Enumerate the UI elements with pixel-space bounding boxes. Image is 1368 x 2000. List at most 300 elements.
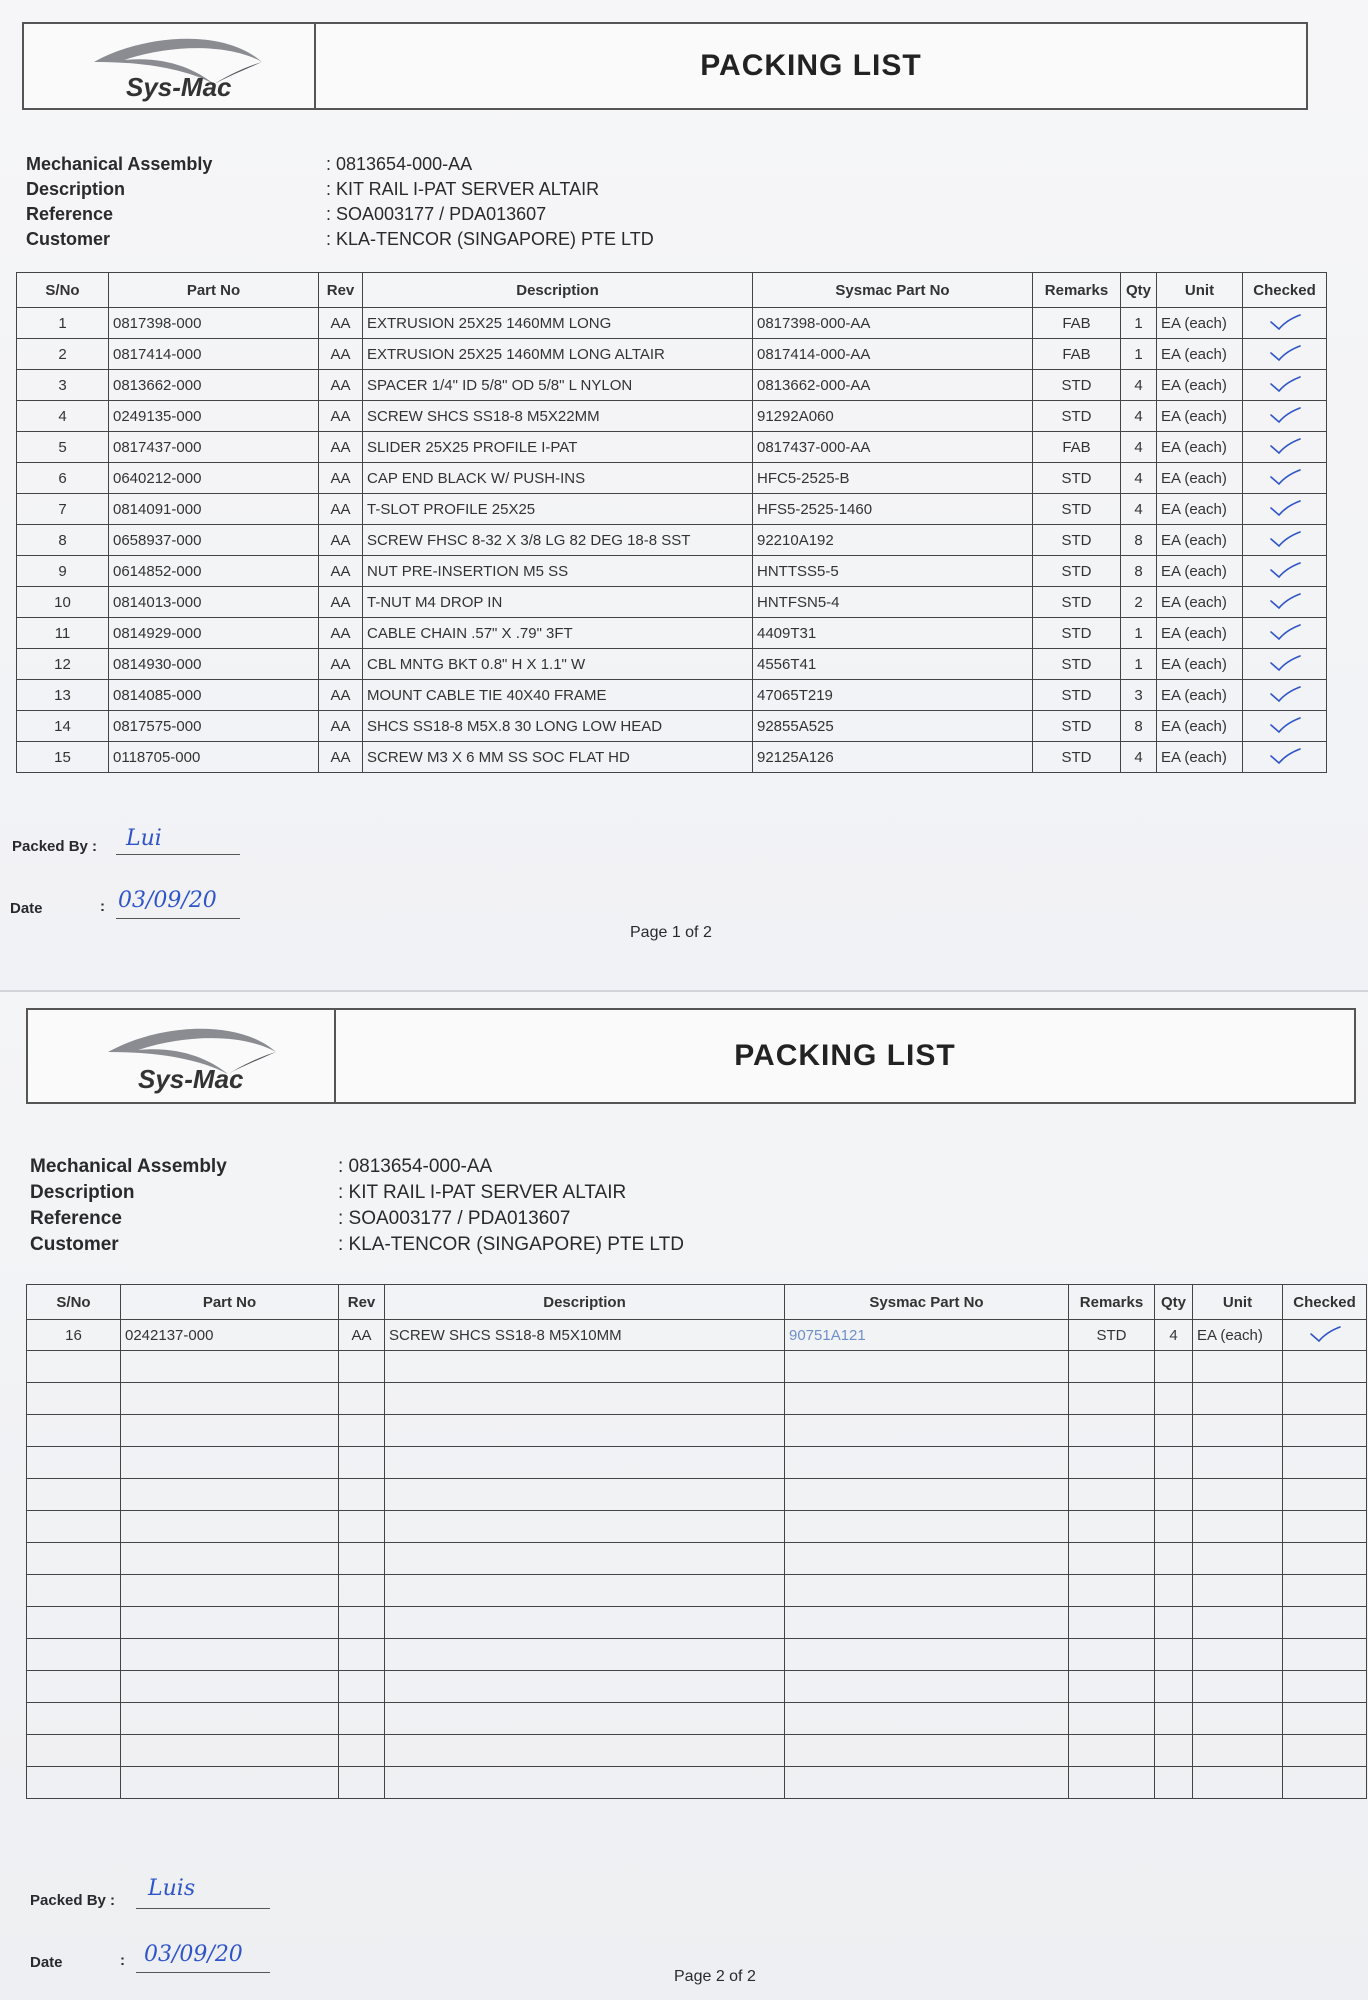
checked-cell [1243, 556, 1327, 587]
check-mark-icon [1268, 437, 1302, 457]
table-row [17, 618, 1327, 649]
qty-cell: 1 [1121, 618, 1157, 649]
empty-cell [1283, 1575, 1367, 1607]
empty-cell [27, 1575, 121, 1607]
rev-cell: AA [319, 742, 363, 773]
empty-cell [385, 1575, 785, 1607]
part-no-cell: 0814085-000 [109, 680, 319, 711]
sysmac-part-no-cell: 0817414-000-AA [753, 339, 1033, 370]
qty-cell: 8 [1121, 525, 1157, 556]
empty-cell [121, 1607, 339, 1639]
company-name: Sys-Mac [138, 1064, 244, 1094]
table-row [17, 587, 1327, 618]
empty-cell [1193, 1767, 1283, 1799]
sno-cell: 8 [17, 525, 109, 556]
description-cell: CBL MNTG BKT 0.8" H X 1.1" W [363, 649, 753, 680]
empty-cell [339, 1383, 385, 1415]
checked-cell [1243, 742, 1327, 773]
empty-cell [385, 1671, 785, 1703]
description-cell: SPACER 1/4" ID 5/8" OD 5/8" L NYLON [363, 370, 753, 401]
sysmac-part-no-header: Sysmac Part No [753, 273, 1033, 308]
check-mark-icon [1308, 1325, 1342, 1345]
unit-cell: EA (each) [1157, 494, 1243, 525]
empty-cell [785, 1575, 1069, 1607]
page-title: PACKING LIST [700, 49, 922, 82]
empty-cell [1283, 1383, 1367, 1415]
part-no-cell: 0249135-000 [109, 401, 319, 432]
unit-cell: EA (each) [1157, 370, 1243, 401]
checked-cell [1243, 525, 1327, 556]
checked-cell [1283, 1320, 1367, 1351]
empty-cell [339, 1415, 385, 1447]
label-description: Description [26, 179, 126, 199]
date-line [116, 918, 240, 919]
remarks-cell: STD [1033, 587, 1121, 618]
empty-cell [1155, 1543, 1193, 1575]
unit-header: Unit [1157, 273, 1243, 308]
empty-cell [1069, 1575, 1155, 1607]
label-reference: Reference [30, 1208, 122, 1229]
remarks-cell: STD [1033, 494, 1121, 525]
qty-cell: 4 [1121, 463, 1157, 494]
check-mark-icon [1268, 747, 1302, 767]
empty-cell [1155, 1767, 1193, 1799]
empty-cell [785, 1511, 1069, 1543]
part-no-cell: 0817437-000 [109, 432, 319, 463]
empty-table-row [27, 1671, 1367, 1703]
company-logo [24, 24, 316, 108]
qty-cell: 4 [1121, 401, 1157, 432]
empty-cell [385, 1735, 785, 1767]
empty-cell [27, 1767, 121, 1799]
unit-cell: EA (each) [1193, 1320, 1283, 1351]
remarks-cell: STD [1033, 618, 1121, 649]
sysmac-part-no-cell: HFC5-2525-B [753, 463, 1033, 494]
empty-cell [785, 1351, 1069, 1383]
part-no-cell: 0813662-000 [109, 370, 319, 401]
empty-cell [785, 1767, 1069, 1799]
checked-cell [1243, 680, 1327, 711]
qty-cell: 4 [1121, 494, 1157, 525]
empty-cell [1155, 1671, 1193, 1703]
empty-cell [121, 1479, 339, 1511]
description-cell: CABLE CHAIN .57" X .79" 3FT [363, 618, 753, 649]
checked-header: Checked [1283, 1285, 1367, 1320]
qty-cell: 4 [1121, 432, 1157, 463]
empty-cell [1193, 1671, 1283, 1703]
page-header [26, 1008, 1356, 1104]
unit-cell: EA (each) [1157, 401, 1243, 432]
description-cell: MOUNT CABLE TIE 40X40 FRAME [363, 680, 753, 711]
empty-cell [1193, 1703, 1283, 1735]
empty-cell [339, 1735, 385, 1767]
empty-cell [27, 1735, 121, 1767]
packed-by-label: Packed By : [12, 838, 98, 855]
checked-cell [1243, 432, 1327, 463]
rev-cell: AA [319, 649, 363, 680]
unit-cell: EA (each) [1157, 711, 1243, 742]
date-label: Date [30, 1954, 63, 1971]
empty-cell [27, 1479, 121, 1511]
part-no-cell: 0817414-000 [109, 339, 319, 370]
empty-table-row [27, 1639, 1367, 1671]
value-description: : KIT RAIL I-PAT SERVER ALTAIR [338, 1182, 627, 1203]
checked-cell [1243, 587, 1327, 618]
empty-cell [1069, 1447, 1155, 1479]
packing-table-page-1 [16, 272, 1327, 773]
part-no-cell: 0614852-000 [109, 556, 319, 587]
part-no-cell: 0118705-000 [109, 742, 319, 773]
empty-cell [1069, 1383, 1155, 1415]
part-no-cell: 0242137-000 [121, 1320, 339, 1351]
empty-cell [385, 1383, 785, 1415]
remarks-cell: STD [1033, 401, 1121, 432]
empty-cell [1155, 1511, 1193, 1543]
sno-cell: 5 [17, 432, 109, 463]
empty-cell [121, 1639, 339, 1671]
label-customer: Customer [30, 1234, 119, 1255]
empty-table-row [27, 1703, 1367, 1735]
empty-cell [785, 1479, 1069, 1511]
rev-cell: AA [319, 494, 363, 525]
rev-cell: AA [319, 370, 363, 401]
empty-cell [339, 1447, 385, 1479]
description-header: Description [363, 273, 753, 308]
description-cell: EXTRUSION 25X25 1460MM LONG [363, 308, 753, 339]
empty-cell [121, 1703, 339, 1735]
part-no-cell: 0640212-000 [109, 463, 319, 494]
rev-cell: AA [319, 525, 363, 556]
table-row [17, 370, 1327, 401]
empty-cell [385, 1767, 785, 1799]
qty-cell: 4 [1121, 370, 1157, 401]
company-name: Sys-Mac [126, 72, 232, 102]
empty-cell [385, 1479, 785, 1511]
empty-cell [1283, 1543, 1367, 1575]
value-customer: : KLA-TENCOR (SINGAPORE) PTE LTD [338, 1234, 684, 1255]
packed-by-line [136, 1908, 270, 1909]
unit-cell: EA (each) [1157, 618, 1243, 649]
unit-cell: EA (each) [1157, 308, 1243, 339]
unit-cell: EA (each) [1157, 680, 1243, 711]
empty-cell [385, 1415, 785, 1447]
table-row [17, 742, 1327, 773]
remarks-cell: STD [1033, 680, 1121, 711]
remarks-cell: STD [1033, 556, 1121, 587]
value-reference: : SOA003177 / PDA013607 [326, 204, 547, 224]
description-cell: SLIDER 25X25 PROFILE I-PAT [363, 432, 753, 463]
part-no-cell: 0814091-000 [109, 494, 319, 525]
rev-cell: AA [319, 308, 363, 339]
empty-cell [1283, 1639, 1367, 1671]
check-mark-icon [1268, 375, 1302, 395]
empty-cell [339, 1607, 385, 1639]
sysmac-part-no-cell: 92855A525 [753, 711, 1033, 742]
empty-cell [1193, 1543, 1283, 1575]
page-number: Page 2 of 2 [674, 1968, 756, 1985]
empty-cell [1155, 1351, 1193, 1383]
empty-cell [1155, 1575, 1193, 1607]
table-row [17, 308, 1327, 339]
sysmac-part-no-cell: 47065T219 [753, 680, 1033, 711]
empty-cell [339, 1671, 385, 1703]
qty-header: Qty [1121, 273, 1157, 308]
empty-cell [1193, 1575, 1283, 1607]
empty-cell [1283, 1351, 1367, 1383]
empty-cell [385, 1447, 785, 1479]
part-no-cell: 0817575-000 [109, 711, 319, 742]
table-row [17, 680, 1327, 711]
empty-cell [121, 1735, 339, 1767]
empty-cell [27, 1383, 121, 1415]
empty-cell [1193, 1607, 1283, 1639]
sysmac-part-no-cell: 4556T41 [753, 649, 1033, 680]
rev-cell: AA [319, 463, 363, 494]
checked-header: Checked [1243, 273, 1327, 308]
sysmac-part-no-cell: 0817437-000-AA [753, 432, 1033, 463]
rev-cell: AA [319, 587, 363, 618]
value-description: : KIT RAIL I-PAT SERVER ALTAIR [326, 179, 600, 199]
sysmac-part-no-cell: HNTFSN5-4 [753, 587, 1033, 618]
description-cell: SCREW SHCS SS18-8 M5X10MM [385, 1320, 785, 1351]
part-no-cell: 0814929-000 [109, 618, 319, 649]
sysmac-part-no-cell: 0817398-000-AA [753, 308, 1033, 339]
empty-cell [339, 1351, 385, 1383]
qty-cell: 8 [1121, 556, 1157, 587]
table-row [27, 1320, 1367, 1351]
checked-cell [1243, 339, 1327, 370]
empty-cell [1193, 1639, 1283, 1671]
sno-cell: 10 [17, 587, 109, 618]
checked-cell [1243, 401, 1327, 432]
empty-cell [1283, 1511, 1367, 1543]
sysmac-part-no-cell: 92125A126 [753, 742, 1033, 773]
remarks-header: Remarks [1069, 1285, 1155, 1320]
date-handwritten: 03/09/20 [144, 1942, 243, 1967]
unit-cell: EA (each) [1157, 587, 1243, 618]
empty-cell [121, 1767, 339, 1799]
unit-cell: EA (each) [1157, 525, 1243, 556]
qty-cell: 3 [1121, 680, 1157, 711]
empty-cell [1283, 1703, 1367, 1735]
sysmac-part-no-cell: 0813662-000-AA [753, 370, 1033, 401]
empty-cell [385, 1511, 785, 1543]
sysmac-part-no-cell: 91292A060 [753, 401, 1033, 432]
sno-cell: 12 [17, 649, 109, 680]
value-mechanical-assembly: : 0813654-000-AA [326, 154, 473, 174]
remarks-cell: FAB [1033, 308, 1121, 339]
remarks-cell: FAB [1033, 432, 1121, 463]
empty-cell [121, 1575, 339, 1607]
check-mark-icon [1268, 344, 1302, 364]
packing-list-page-2 [0, 992, 1368, 2000]
empty-cell [339, 1703, 385, 1735]
empty-cell [1155, 1639, 1193, 1671]
description-cell: SHCS SS18-8 M5X.8 30 LONG LOW HEAD [363, 711, 753, 742]
empty-table-row [27, 1383, 1367, 1415]
empty-cell [1069, 1735, 1155, 1767]
qty-cell: 4 [1155, 1320, 1193, 1351]
empty-cell [27, 1351, 121, 1383]
check-mark-icon [1268, 716, 1302, 736]
empty-cell [385, 1639, 785, 1671]
table-row [17, 432, 1327, 463]
unit-cell: EA (each) [1157, 556, 1243, 587]
description-cell: CAP END BLACK W/ PUSH-INS [363, 463, 753, 494]
empty-cell [1069, 1639, 1155, 1671]
empty-cell [1283, 1415, 1367, 1447]
empty-cell [385, 1703, 785, 1735]
check-mark-icon [1268, 530, 1302, 550]
rev-cell: AA [319, 680, 363, 711]
empty-cell [1155, 1735, 1193, 1767]
empty-cell [1155, 1479, 1193, 1511]
page-number: Page 1 of 2 [630, 924, 712, 941]
part-no-cell: 0658937-000 [109, 525, 319, 556]
description-cell: T-SLOT PROFILE 25X25 [363, 494, 753, 525]
sno-cell: 15 [17, 742, 109, 773]
value-reference: : SOA003177 / PDA013607 [338, 1208, 571, 1229]
sno-cell: 11 [17, 618, 109, 649]
empty-cell [27, 1639, 121, 1671]
empty-cell [1155, 1703, 1193, 1735]
empty-cell [1283, 1607, 1367, 1639]
empty-table-row [27, 1543, 1367, 1575]
empty-cell [785, 1415, 1069, 1447]
checked-cell [1243, 649, 1327, 680]
empty-cell [1069, 1479, 1155, 1511]
company-logo [28, 1010, 336, 1102]
remarks-cell: STD [1033, 463, 1121, 494]
description-header: Description [385, 1285, 785, 1320]
qty-cell: 2 [1121, 587, 1157, 618]
empty-cell [1069, 1671, 1155, 1703]
empty-cell [1193, 1383, 1283, 1415]
empty-cell [27, 1543, 121, 1575]
empty-cell [27, 1607, 121, 1639]
empty-cell [385, 1351, 785, 1383]
empty-cell [121, 1543, 339, 1575]
sysmac-part-no-header: Sysmac Part No [785, 1285, 1069, 1320]
label-description: Description [30, 1182, 135, 1203]
empty-cell [339, 1543, 385, 1575]
sno-cell: 1 [17, 308, 109, 339]
value-mechanical-assembly: : 0813654-000-AA [338, 1156, 493, 1177]
empty-cell [339, 1767, 385, 1799]
sno-cell: 16 [27, 1320, 121, 1351]
checked-cell [1243, 494, 1327, 525]
empty-cell [785, 1607, 1069, 1639]
empty-cell [339, 1511, 385, 1543]
sno-cell: 6 [17, 463, 109, 494]
empty-cell [1193, 1447, 1283, 1479]
empty-cell [27, 1671, 121, 1703]
sno-cell: 9 [17, 556, 109, 587]
empty-table-row [27, 1511, 1367, 1543]
check-mark-icon [1268, 623, 1302, 643]
empty-cell [1155, 1447, 1193, 1479]
empty-cell [27, 1447, 121, 1479]
empty-cell [339, 1479, 385, 1511]
date-colon: : [120, 1952, 125, 1969]
empty-cell [121, 1447, 339, 1479]
unit-cell: EA (each) [1157, 432, 1243, 463]
empty-cell [121, 1351, 339, 1383]
part-no-cell: 0814013-000 [109, 587, 319, 618]
unit-cell: EA (each) [1157, 742, 1243, 773]
description-cell: EXTRUSION 25X25 1460MM LONG ALTAIR [363, 339, 753, 370]
part-no-header: Part No [109, 273, 319, 308]
empty-cell [1283, 1479, 1367, 1511]
empty-cell [1283, 1767, 1367, 1799]
unit-header: Unit [1193, 1285, 1283, 1320]
empty-table-row [27, 1415, 1367, 1447]
qty-cell: 4 [1121, 742, 1157, 773]
remarks-cell: STD [1033, 525, 1121, 556]
empty-cell [121, 1511, 339, 1543]
empty-cell [785, 1543, 1069, 1575]
empty-cell [1069, 1703, 1155, 1735]
empty-cell [1155, 1607, 1193, 1639]
date-label: Date [10, 900, 43, 917]
rev-header: Rev [339, 1285, 385, 1320]
empty-cell [121, 1383, 339, 1415]
label-customer: Customer [26, 229, 111, 249]
empty-cell [1193, 1415, 1283, 1447]
empty-cell [785, 1447, 1069, 1479]
empty-cell [785, 1703, 1069, 1735]
empty-cell [121, 1671, 339, 1703]
empty-cell [1069, 1543, 1155, 1575]
rev-cell: AA [319, 618, 363, 649]
unit-cell: EA (each) [1157, 649, 1243, 680]
checked-cell [1243, 618, 1327, 649]
description-cell: T-NUT M4 DROP IN [363, 587, 753, 618]
sno-cell: 4 [17, 401, 109, 432]
table-row [17, 339, 1327, 370]
remarks-cell: STD [1069, 1320, 1155, 1351]
packing-table-page-2 [26, 1284, 1367, 1799]
sysmac-part-no-cell: HFS5-2525-1460 [753, 494, 1033, 525]
check-mark-icon [1268, 654, 1302, 674]
empty-table-row [27, 1447, 1367, 1479]
sysmac-part-no-cell: 90751A121 [785, 1320, 1069, 1351]
empty-cell [27, 1703, 121, 1735]
empty-cell [339, 1575, 385, 1607]
table-row [17, 494, 1327, 525]
description-cell: SCREW FHSC 8-32 X 3/8 LG 82 DEG 18-8 SST [363, 525, 753, 556]
sno-cell: 3 [17, 370, 109, 401]
empty-cell [339, 1639, 385, 1671]
label-mechanical-assembly: Mechanical Assembly [30, 1156, 227, 1177]
rev-cell: AA [339, 1320, 385, 1351]
part-no-cell: 0817398-000 [109, 308, 319, 339]
qty-header: Qty [1155, 1285, 1193, 1320]
check-mark-icon [1268, 406, 1302, 426]
packed-by-label: Packed By : [30, 1892, 116, 1909]
date-colon: : [100, 898, 105, 915]
packed-by-line [116, 854, 240, 855]
empty-table-row [27, 1351, 1367, 1383]
table-row [17, 711, 1327, 742]
check-mark-icon [1268, 685, 1302, 705]
description-cell: SCREW M3 X 6 MM SS SOC FLAT HD [363, 742, 753, 773]
sno-header: S/No [27, 1285, 121, 1320]
label-reference: Reference [26, 204, 114, 224]
value-customer: : KLA-TENCOR (SINGAPORE) PTE LTD [326, 229, 654, 249]
check-mark-icon [1268, 499, 1302, 519]
check-mark-icon [1268, 468, 1302, 488]
